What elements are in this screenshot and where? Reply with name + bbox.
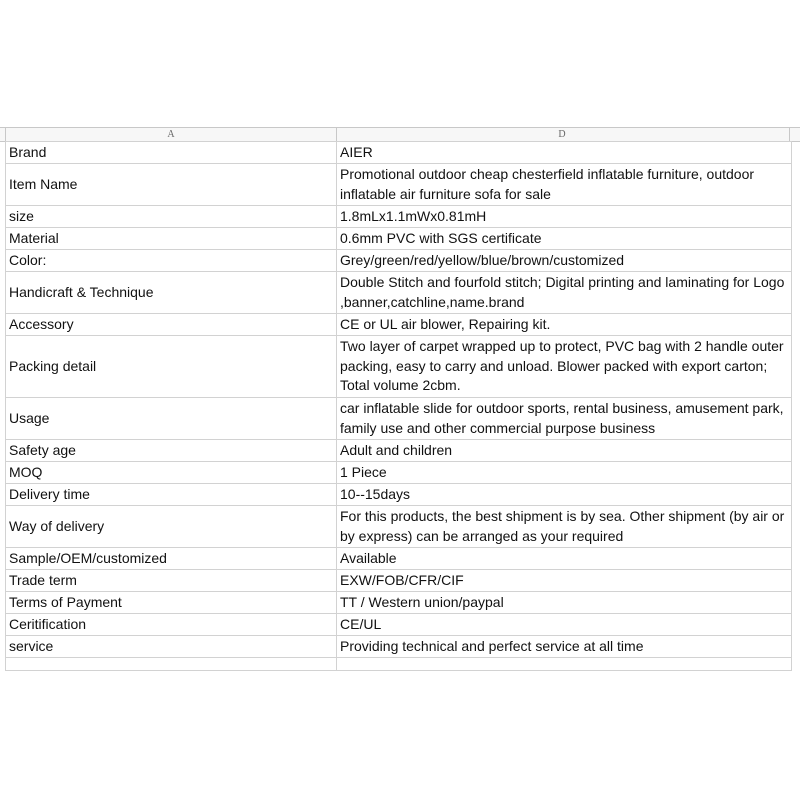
cell-value[interactable]: For this products, the best shipment is by sea. Other shipment (by air or by express) can be arranged as your required bbox=[337, 506, 792, 548]
column-header-d[interactable]: D bbox=[335, 128, 790, 141]
table-row bbox=[6, 398, 792, 440]
table-row bbox=[6, 506, 792, 548]
table-row bbox=[6, 336, 792, 398]
table-row bbox=[6, 142, 792, 164]
cell-value[interactable]: Double Stitch and fourfold stitch; Digital printing and laminating for Logo ,banner,catchline,name.brand bbox=[337, 272, 792, 314]
table-row bbox=[6, 636, 792, 658]
cell-label[interactable]: Accessory bbox=[6, 314, 337, 336]
cell-label[interactable]: Brand bbox=[6, 142, 337, 164]
spec-table bbox=[5, 141, 792, 671]
empty-cell[interactable] bbox=[6, 658, 337, 671]
table-row bbox=[6, 164, 792, 206]
cell-value[interactable]: AIER bbox=[337, 142, 792, 164]
table-row bbox=[6, 228, 792, 250]
table-row bbox=[6, 250, 792, 272]
cell-value[interactable]: TT / Western union/paypal bbox=[337, 592, 792, 614]
table-row bbox=[6, 570, 792, 592]
table-row bbox=[6, 440, 792, 462]
cell-label[interactable]: Color: bbox=[6, 250, 337, 272]
column-header-a[interactable]: A bbox=[5, 128, 337, 141]
cell-value[interactable]: 1 Piece bbox=[337, 462, 792, 484]
cell-label[interactable]: Terms of Payment bbox=[6, 592, 337, 614]
cell-value[interactable]: car inflatable slide for outdoor sports, rental business, amusement park, family use and other commercial purpose business bbox=[337, 398, 792, 440]
cell-label[interactable]: Item Name bbox=[6, 164, 337, 206]
table-row bbox=[6, 548, 792, 570]
cell-value[interactable]: Available bbox=[337, 548, 792, 570]
table-row bbox=[6, 206, 792, 228]
cell-value[interactable]: 10--15days bbox=[337, 484, 792, 506]
cell-label[interactable]: size bbox=[6, 206, 337, 228]
table-row bbox=[6, 484, 792, 506]
column-header-row bbox=[0, 127, 800, 142]
cell-label[interactable]: Trade term bbox=[6, 570, 337, 592]
cell-value[interactable]: 1.8mLx1.1mWx0.81mH bbox=[337, 206, 792, 228]
cell-value[interactable]: EXW/FOB/CFR/CIF bbox=[337, 570, 792, 592]
spreadsheet bbox=[0, 127, 800, 654]
cell-label[interactable]: Safety age bbox=[6, 440, 337, 462]
empty-row bbox=[6, 658, 792, 671]
cell-label[interactable]: Sample/OEM/customized bbox=[6, 548, 337, 570]
cell-value[interactable]: Promotional outdoor cheap chesterfield inflatable furniture, outdoor inflatable air furniture sofa for sale bbox=[337, 164, 792, 206]
cell-label[interactable]: Way of delivery bbox=[6, 506, 337, 548]
cell-value[interactable]: Adult and children bbox=[337, 440, 792, 462]
cell-value[interactable]: CE or UL air blower, Repairing kit. bbox=[337, 314, 792, 336]
cell-label[interactable]: Packing detail bbox=[6, 336, 337, 398]
cell-value[interactable]: CE/UL bbox=[337, 614, 792, 636]
cell-label[interactable]: Delivery time bbox=[6, 484, 337, 506]
table-row bbox=[6, 592, 792, 614]
cell-label[interactable]: Usage bbox=[6, 398, 337, 440]
table-row bbox=[6, 314, 792, 336]
empty-cell[interactable] bbox=[337, 658, 792, 671]
cell-value[interactable]: 0.6mm PVC with SGS certificate bbox=[337, 228, 792, 250]
cell-value[interactable]: Grey/green/red/yellow/blue/brown/customized bbox=[337, 250, 792, 272]
cell-label[interactable]: Material bbox=[6, 228, 337, 250]
cell-label[interactable]: service bbox=[6, 636, 337, 658]
cell-label[interactable]: MOQ bbox=[6, 462, 337, 484]
cell-label[interactable]: Handicraft & Technique bbox=[6, 272, 337, 314]
cell-value[interactable]: Two layer of carpet wrapped up to protect, PVC bag with 2 handle outer packing, easy to carry and unload. Blower packed with export carton; Total volume 2cbm. bbox=[337, 336, 792, 398]
cell-value[interactable]: Providing technical and perfect service at all time bbox=[337, 636, 792, 658]
table-row bbox=[6, 462, 792, 484]
cell-label[interactable]: Ceritification bbox=[6, 614, 337, 636]
table-row bbox=[6, 614, 792, 636]
table-row bbox=[6, 272, 792, 314]
